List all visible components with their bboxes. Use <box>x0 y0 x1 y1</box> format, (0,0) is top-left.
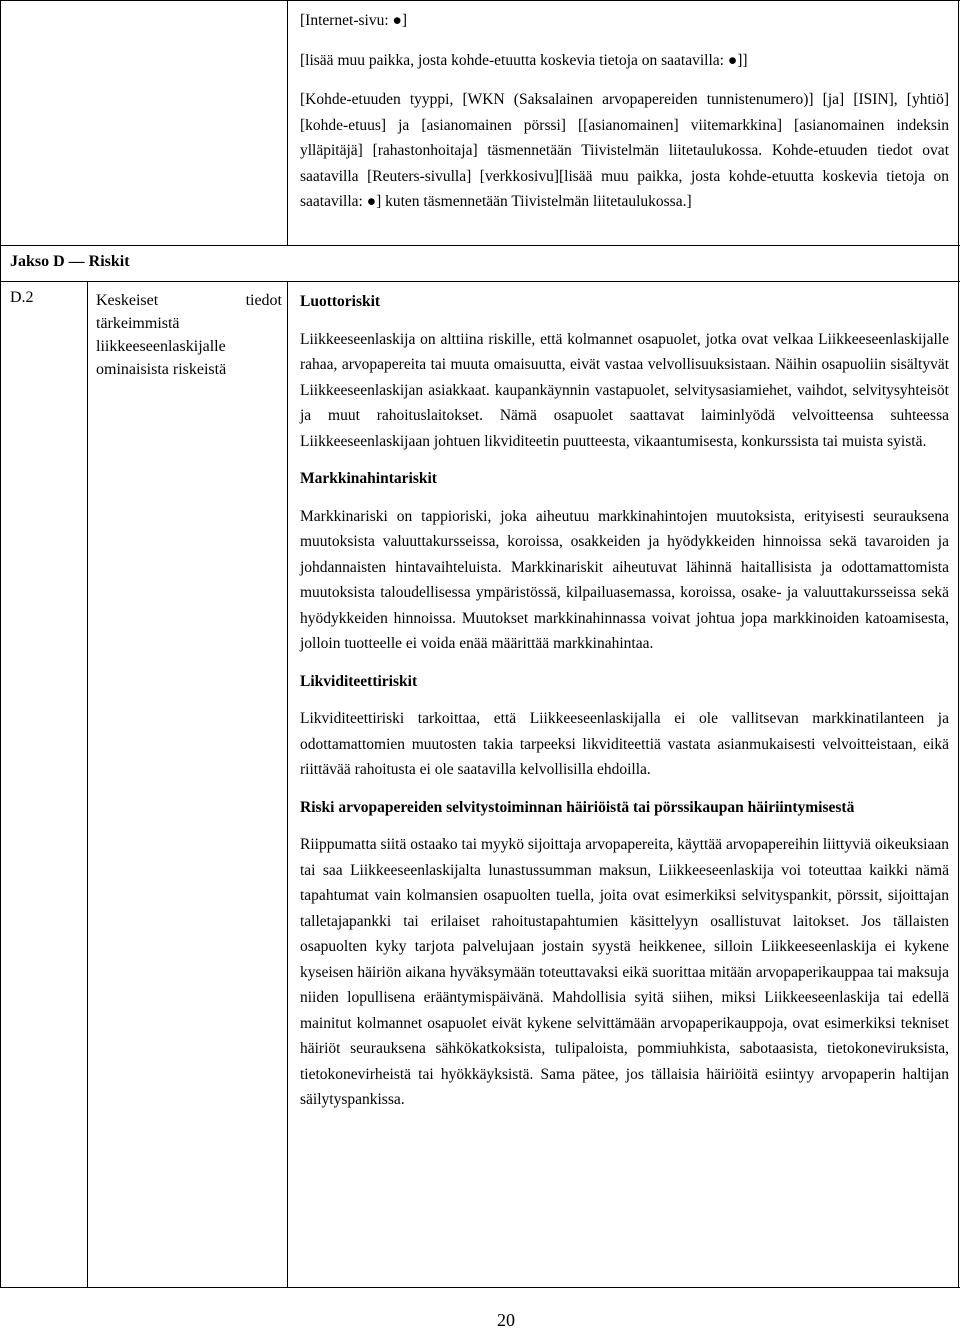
risk-heading-settlement: Riski arvopapereiden selvitystoiminnan häiriöistä tai pörssikaupan häiriintymisestä <box>300 798 855 816</box>
item-number: D.2 <box>10 289 34 306</box>
page-number: 20 <box>497 1310 515 1330</box>
column-divider-number <box>87 281 88 1288</box>
column-divider-top <box>287 0 288 246</box>
risk-text-market: Markkinariski on tappioriski, joka aiheutuu markkinahintojen muutoksista, erityisesti seurauksena muutoksista valuuttakursseissa, koroissa, osakkeiden ja hyödykkeiden hinnoissa sekä tavaroiden ja johdannaisten hintavaihteluista. Markkinariskit aiheutuvat lähinnä haitallisista ja odottamattomista muutoksista taloudellisessa ympäristössä, kilpailuasemassa, koroissa, osake- ja valuuttakursseissa sekä hyödykkeiden hinnoissa. Muutokset markkinahinnassa voivat johtua jopa markkinoiden katoamisesta, jolloin tuotteelle ei voida enää määrittää markkinahintaa. <box>300 507 949 652</box>
other-place-line: [lisää muu paikka, josta kohde-etuutta koskevia tietoja on saatavilla: ●]] <box>300 51 748 69</box>
table-border-bottom <box>0 1287 960 1288</box>
table-border-right <box>958 0 959 1288</box>
table-border-top <box>0 0 960 1</box>
risk-text-liquidity: Likviditeettiriski tarkoittaa, että Liikkeeseenlaskijalla ei ole vallitsevan markkinatilanteen ja odottamattomien muutosten takia tarpeeksi likviditeettiä vastata asianmukaisesti velvoitteistaan, eikä riittävää rahoitusta ei ole saatavilla kelvollisilla ehdoilla. <box>300 710 949 778</box>
risk-text-settlement: Riippumatta siitä ostaako tai myykö sijoittaja arvopapereita, käyttää arvopapereihin liittyviä oikeuksiaan tai saa Liikkeeseenlaskijalta lunastussumman maksun, Liikkeeseenlaskija voi toteuttaa kaikki nämä tapahtumat vain kolmansien osapuolten tuella, joita ovat esimerkiksi selvityspankit, pörssit, sijoittajan talletajapankki tai erilaiset rahoitustapahtumien käsittelyyn osallistuvat laitokset. Jos tällaisten osapuolten kyky tarjota palvelujaan jostain syystä heikkenee, silloin Liikkeeseenlaskija ei kykene kyseisen häiriön aikana hyväksymään toteuttavaksi eikä suorittaa mitään arvopaperikauppaa tai maksuja niiden lopullisena erääntymispäivänä. Mahdollisia syitä siihen, miksi Liikkeeseenlaskija tai edellä mainitut kolmannet osapuolet eivät kykene selvittämään arvopaperikauppoja, ovat esimerkiksi tekniset häiriöt seurauksena sähkökatkoksista, tulipaloista, pommiuhkista, sabotaasista, tietokoneviruksista, tietokonevirheistä tai hyökkäyksistä. Sama pätee, jos tällaisia häiriöitä esiintyy arvopaperin haltijan säilytyspankissa. <box>300 836 949 1108</box>
risk-heading-credit: Luottoriskit <box>300 293 381 310</box>
item-title-second-word: tiedot <box>245 292 282 309</box>
underlying-info-block <box>300 8 949 215</box>
row-divider-2 <box>0 281 960 282</box>
risk-heading-market: Markkinahintariskit <box>300 470 437 487</box>
item-title-rest: tärkeimmistä liikkeeseenlaskijalle ominaisista riskeistä <box>96 315 227 378</box>
risk-text-credit: Liikkeeseenlaskija on alttiina riskille, että kolmannet osapuolet, jotka ovat velkaa Liikkeeseenlaskijalle rahaa, arvopapereita tai muuta omaisuutta, eivät vastaa velvollisuuksistaan. Näihin osapuoliin sisältyvät Liikkeeseenlaskijan asiakkaat. kaupankäynnin vastapuolet, selvitysasiamiehet, vaihdot, selvitysyhteisöt ja muut rahoituslaitokset. Nämä osapuolet saattavat laiminlyödä velvoitteensa suhteessa Liikkeeseenlaskijaan johtuen likviditeetin puutteesta, vikaantumisesta, konkurssista tai muista syistä. <box>300 330 949 450</box>
column-divider-bottom <box>287 281 288 1288</box>
table-border-left <box>0 0 1 1288</box>
risks-column <box>300 289 949 1113</box>
internet-line: [Internet-sivu: ●] <box>300 12 408 29</box>
item-title-first-word: Keskeiset <box>96 292 159 309</box>
row-divider-1 <box>0 245 960 246</box>
risk-heading-liquidity: Likviditeettiriskit <box>300 672 418 690</box>
section-label: Jakso D — Riskit <box>10 253 130 270</box>
underlying-paragraph: [Kohde-etuuden tyyppi, [WKN (Saksalainen arvopapereiden tunnistenumero)] [ja] [ISIN], [yhtiö][kohde-etuus] ja [asianomainen pörssi] [[asianomainen] viitemarkkina] [asianomainen indeksin ylläpitäjä] [rahastonhoitaja] täsmennetään Tiivistelmän liitetaulukossa. Kohde-etuuden tiedot ovat saatavilla [Reuters-sivulla] [verkkosivu][lisää muu paikka, josta kohde-etuutta koskevia tietoja on saatavilla: ●] kuten täsmennetään Tiivistelmän liitetaulukossa.] <box>300 91 949 210</box>
item-title <box>96 289 282 381</box>
